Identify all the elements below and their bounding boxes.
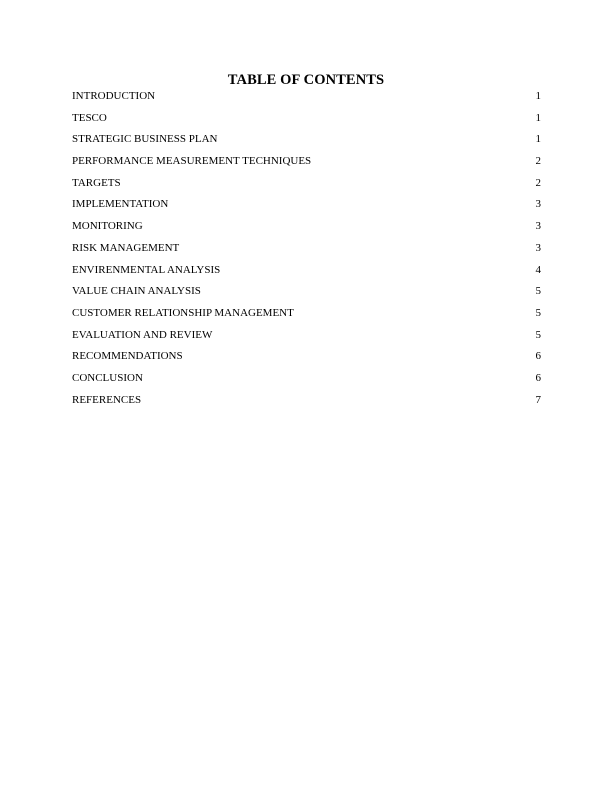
toc-entry-page-number: 3 [535, 220, 541, 233]
toc-entry-envirenmental-analysis[interactable] [72, 262, 541, 284]
toc-entry-performance-measurement-techniques[interactable] [72, 153, 541, 175]
toc-entry-implementation[interactable] [72, 196, 541, 218]
toc-entry-label: VALUE CHAIN ANALYSIS [72, 285, 201, 298]
toc-entry-label: MONITORING [72, 220, 143, 233]
toc-entry-page-number: 7 [535, 393, 541, 406]
toc-entry-page-number: 4 [535, 263, 541, 276]
toc-entry-page-number: 1 [535, 90, 541, 102]
toc-entry-page-number: 5 [535, 328, 541, 341]
toc-entry-page-number: 6 [535, 350, 541, 363]
toc-entry-page-number: 3 [535, 198, 541, 211]
toc-entry-label: TESCO [72, 111, 107, 124]
toc-entry-label: EVALUATION AND REVIEW [72, 328, 213, 341]
toc-entry-label: INTRODUCTION [72, 90, 156, 102]
toc-entry-label: CUSTOMER RELATIONSHIP MANAGEMENT [72, 306, 294, 319]
toc-entry-page-number: 3 [535, 241, 541, 254]
toc-entry-page-number: 1 [535, 111, 541, 124]
toc-entry-label: REFERENCES [72, 393, 142, 406]
toc-entry-evaluation-and-review[interactable] [72, 327, 541, 349]
toc-entry-tesco[interactable] [72, 110, 541, 132]
toc-list [72, 88, 541, 413]
toc-entry-strategic-business-plan[interactable] [72, 131, 541, 153]
toc-entry-page-number: 6 [535, 371, 541, 384]
toc-title: TABLE OF CONTENTS [227, 72, 385, 88]
toc-entry-label: IMPLEMENTATION [72, 198, 169, 211]
toc-entry-references[interactable] [72, 392, 541, 414]
toc-entry-customer-relationship-management[interactable] [72, 305, 541, 327]
toc-entry-page-number: 5 [535, 306, 541, 319]
toc-entry-label: STRATEGIC BUSINESS PLAN [72, 133, 218, 146]
toc-entry-conclusion[interactable] [72, 370, 541, 392]
toc-entry-risk-management[interactable] [72, 240, 541, 262]
toc-entry-introduction[interactable] [72, 88, 541, 110]
toc-entry-page-number: 2 [535, 155, 541, 168]
toc-entry-label: RISK MANAGEMENT [72, 241, 180, 254]
toc-entry-label: PERFORMANCE MEASUREMENT TECHNIQUES [72, 155, 312, 168]
toc-entry-label: TARGETS [72, 176, 121, 189]
toc-entry-label: ENVIRENMENTAL ANALYSIS [72, 263, 221, 276]
toc-entry-label: RECOMMENDATIONS [72, 350, 183, 363]
toc-entry-monitoring[interactable] [72, 218, 541, 240]
toc-entry-page-number: 2 [535, 176, 541, 189]
toc-entry-recommendations[interactable] [72, 348, 541, 370]
toc-entry-value-chain-analysis[interactable] [72, 283, 541, 305]
toc-entry-label: CONCLUSION [72, 371, 143, 384]
toc-entry-targets[interactable] [72, 175, 541, 197]
toc-entry-page-number: 1 [535, 133, 541, 146]
toc-entry-page-number: 5 [535, 285, 541, 298]
